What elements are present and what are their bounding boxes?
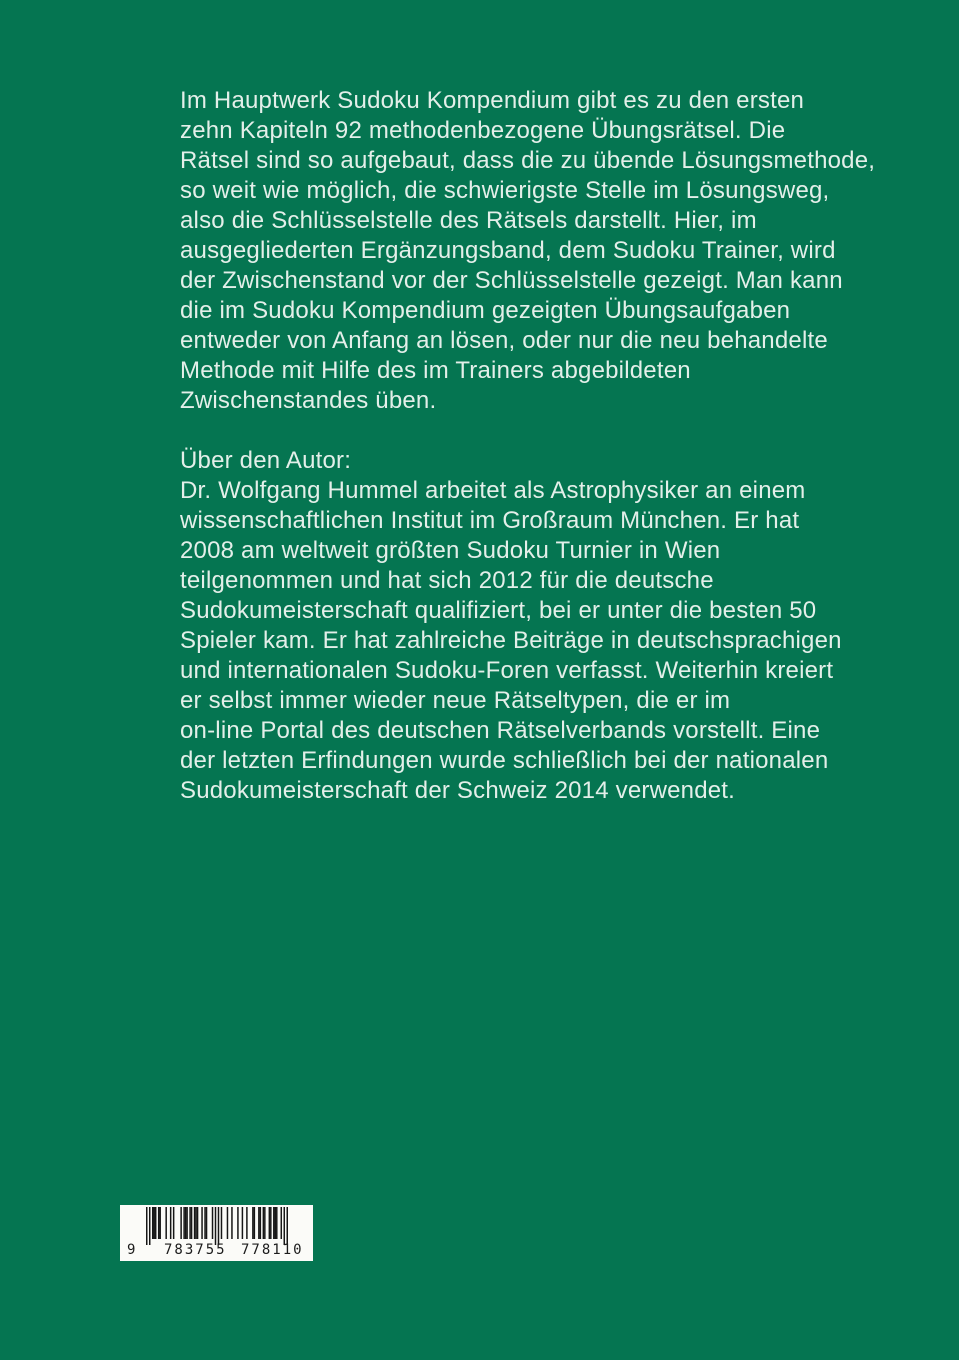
text-line: wissenschaftlichen Institut im Großraum München. Er hat bbox=[180, 507, 800, 534]
text-line: Methode mit Hilfe des im Trainers abgebildeten bbox=[180, 357, 691, 384]
text-line: er selbst immer wieder neue Rätseltypen, die er im bbox=[180, 687, 731, 714]
text-line: Über den Autor: bbox=[180, 447, 352, 474]
text-line: entweder von Anfang an lösen, oder nur die neu behandelte bbox=[180, 327, 828, 354]
text-line: Spieler kam. Er hat zahlreiche Beiträge in deutschsprachigen bbox=[180, 627, 842, 654]
text-line: die im Sudoku Kompendium gezeigten Übungsaufgaben bbox=[180, 297, 791, 324]
text-line: Dr. Wolfgang Hummel arbeitet als Astrophysiker an einem bbox=[180, 477, 806, 504]
description-paragraph bbox=[180, 86, 880, 416]
text-line: 2008 am weltweit größten Sudoku Turnier in Wien bbox=[180, 537, 721, 564]
about-author-paragraph bbox=[180, 446, 880, 806]
text-line: Zwischenstandes üben. bbox=[180, 387, 437, 414]
text-line: also die Schlüsselstelle des Rätsels darstellt. Hier, im bbox=[180, 207, 757, 234]
text-line: der Zwischenstand vor der Schlüsselstelle gezeigt. Man kann bbox=[180, 267, 843, 294]
text-line: Sudokumeisterschaft qualifiziert, bei er unter die besten 50 bbox=[180, 597, 817, 624]
isbn-barcode-label bbox=[120, 1205, 313, 1261]
text-line: zehn Kapiteln 92 methodenbezogene Übungsrätsel. Die bbox=[180, 117, 786, 144]
text-line: der letzten Erfindungen wurde schließlich bei der nationalen bbox=[180, 747, 829, 774]
text-line: on-line Portal des deutschen Rätselverbands vorstellt. Eine bbox=[180, 717, 821, 744]
isbn-digit-group2: 778110 bbox=[241, 1242, 304, 1258]
isbn-digits bbox=[120, 1241, 313, 1259]
text-line: so weit wie möglich, die schwierigste Stelle im Lösungsweg, bbox=[180, 177, 830, 204]
back-cover-text bbox=[180, 86, 880, 806]
isbn-digit-first: 9 bbox=[127, 1242, 136, 1258]
text-line: Im Hauptwerk Sudoku Kompendium gibt es zu den ersten bbox=[180, 87, 805, 114]
paragraph-gap bbox=[180, 416, 880, 446]
text-line: Sudokumeisterschaft der Schweiz 2014 verwendet. bbox=[180, 777, 736, 804]
text-line: und internationalen Sudoku-Foren verfasst. Weiterhin kreiert bbox=[180, 657, 834, 684]
text-line: Rätsel sind so aufgebaut, dass die zu übende Lösungsmethode, bbox=[180, 147, 876, 174]
text-line: teilgenommen und hat sich 2012 für die deutsche bbox=[180, 567, 714, 594]
text-line: ausgegliederten Ergänzungsband, dem Sudoku Trainer, wird bbox=[180, 237, 836, 264]
isbn-digit-group1: 783755 bbox=[164, 1242, 227, 1258]
ean13-barcode bbox=[146, 1207, 288, 1245]
